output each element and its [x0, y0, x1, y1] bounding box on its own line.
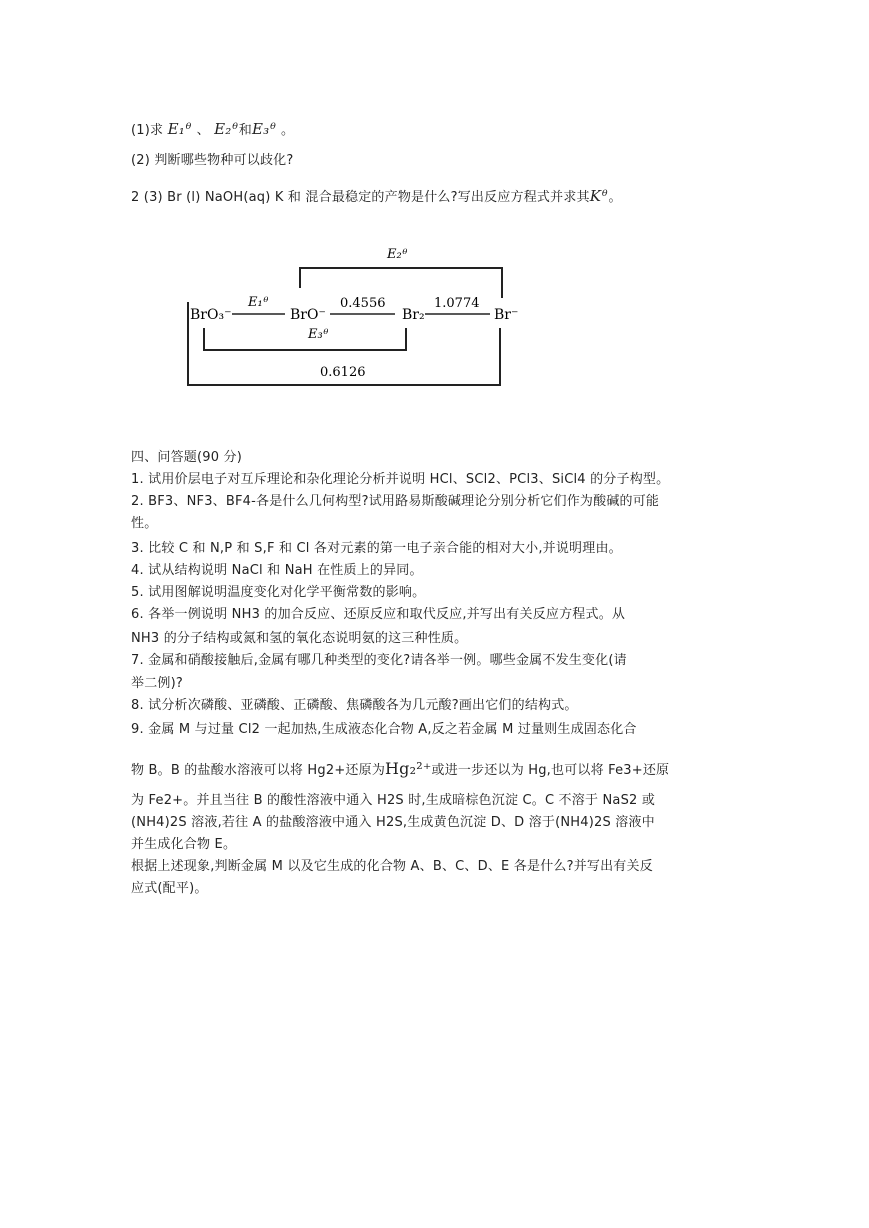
species-bro: BrO⁻	[290, 307, 326, 323]
section-heading: 四、问答题(90 分)	[131, 450, 243, 465]
q-line-8: 7. 金属和硝酸接触后,金属有哪几种类型的变化?请各举一例。哪些金属不发生变化(请	[131, 653, 627, 668]
q-line-5: 5. 试用图解说明温度变化对化学平衡常数的影响。	[131, 585, 426, 600]
tail-line-2: 并生成化合物 E。	[131, 837, 237, 852]
question-1-prefix: (1)求	[131, 123, 164, 138]
e3-bracket	[204, 328, 406, 350]
value-br2-br: 1.0774	[434, 296, 480, 311]
question-3-text: 2 (3) Br (l) NaOH(aq) K 和 混合最稳定的产物是什么?写出反应方程式并求其	[131, 190, 590, 205]
label-e3: E₃ᶿ	[308, 327, 329, 342]
question-1-separator: 、	[196, 123, 210, 138]
value-bro-br2: 0.4556	[340, 296, 386, 311]
e2-bracket	[300, 268, 502, 298]
question-3-end: 。	[608, 190, 622, 205]
q-line-0: 1. 试用价层电子对互斥理论和杂化理论分析并说明 HCl、SCl2、PCl3、SiCl4 的分子构型。	[131, 472, 670, 487]
k-symbol: Kᶿ	[589, 187, 609, 205]
label-e1: E₁ᶿ	[248, 295, 269, 310]
species-br2: Br₂	[402, 307, 425, 323]
q9-line-2-part-a: 物 B。B 的盐酸水溶液可以将 Hg2+还原为	[131, 763, 386, 778]
q9-line-2	[131, 758, 669, 782]
question-2: (2) 判断哪些物种可以歧化?	[131, 153, 294, 168]
q-line-9: 举二例)?	[131, 676, 183, 691]
q-line-2: 性。	[131, 516, 158, 531]
q-line-6: 6. 各举一例说明 NH3 的加合反应、还原反应和取代反应,并写出有关反应方程式。从	[131, 607, 626, 622]
q-line-11: 9. 金属 M 与过量 Cl2 一起加热,生成液态化合物 A,反之若金属 M 过量则生成固态化合	[131, 722, 637, 737]
e2-symbol: E₂ᶿ	[214, 120, 239, 138]
q-line-4: 4. 试从结构说明 NaCl 和 NaH 在性质上的异同。	[131, 563, 423, 578]
q-line-3: 3. 比较 C 和 N,P 和 S,F 和 Cl 各对元素的第一电子亲合能的相对大小,并说明理由。	[131, 541, 622, 556]
tail-line-3: 根据上述现象,判断金属 M 以及它生成的化合物 A、B、C、D、E 各是什么?并写出有关反	[131, 859, 653, 874]
value-bro3-br: 0.6126	[320, 365, 366, 380]
question-1	[131, 118, 294, 142]
q-line-10: 8. 试分析次磷酸、亚磷酸、正磷酸、焦磷酸各为几元酸?画出它们的结构式。	[131, 698, 578, 713]
latimer-diagram	[180, 230, 530, 395]
question-1-end: 。	[281, 123, 295, 138]
tail-line-0: 为 Fe2+。并且当往 B 的酸性溶液中通入 H2S 时,生成暗棕色沉淀 C。C 不溶于 NaS2 或	[131, 793, 656, 808]
q-line-7: NH3 的分子结构或氮和氢的氧化态说明氨的这三种性质。	[131, 631, 468, 646]
e3-symbol: E₃ᶿ	[252, 120, 277, 138]
species-bro3: BrO₃⁻	[190, 307, 232, 323]
question-3	[131, 185, 622, 209]
species-br: Br⁻	[494, 307, 519, 323]
q9-line-2-part-b: 或进一步还以为 Hg,也可以将 Fe3+还原	[431, 763, 670, 778]
q-line-1: 2. BF3、NF3、BF4-各是什么几何构型?试用路易斯酸碱理论分别分析它们作为酸碱的可能	[131, 494, 660, 509]
tail-line-1: (NH4)2S 溶液,若往 A 的盐酸溶液中通入 H2S,生成黄色沉淀 D、D 溶于(NH4)2S 溶液中	[131, 815, 655, 830]
tail-line-4: 应式(配平)。	[131, 881, 208, 896]
e1-symbol: E₁ᶿ	[167, 120, 193, 138]
hg2-ion: Hg₂²⁺	[385, 759, 432, 778]
question-1-and: 和	[238, 123, 252, 138]
label-e2: E₂ᶿ	[387, 247, 408, 262]
